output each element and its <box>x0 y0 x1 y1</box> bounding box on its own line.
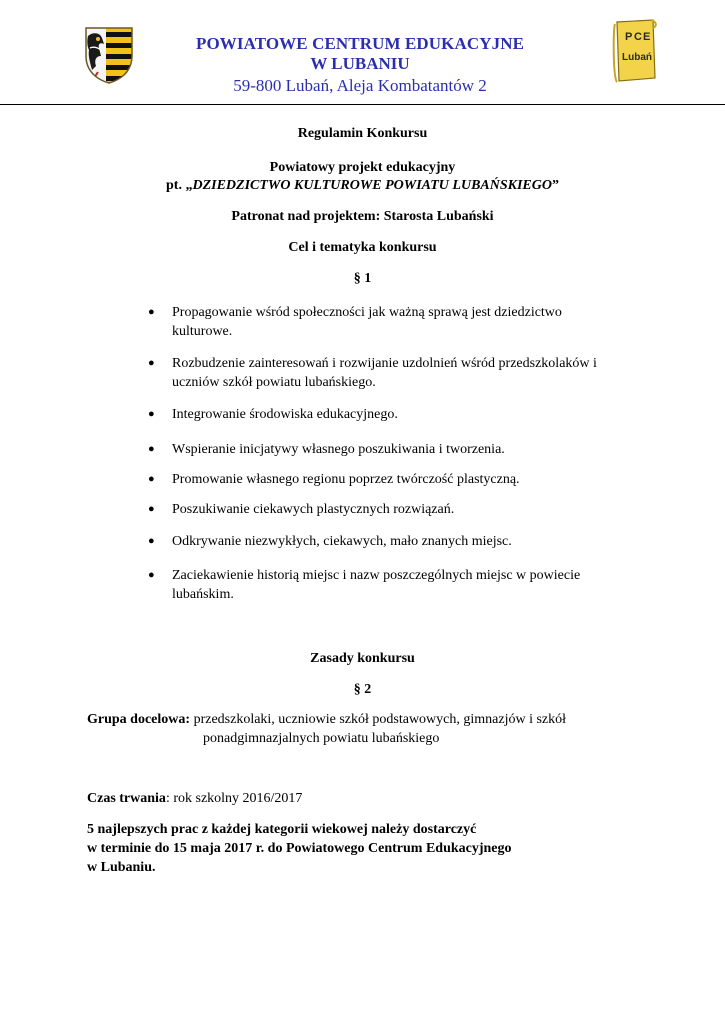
project-quote-close: ” <box>551 178 559 193</box>
institution-name: POWIATOWE CENTRUM EDUKACYJNE <box>195 34 525 53</box>
header-divider <box>0 104 725 105</box>
list-item-text: Propagowanie wśród społeczności jak ważną sprawą jest dziedzictwo kulturowe. <box>172 305 562 339</box>
document-title: Regulamin Konkursu <box>297 126 428 141</box>
institution-address: 59-800 Lubań, Aleja Kombatantów 2 <box>233 76 487 95</box>
logo-letter-e: E <box>643 31 651 43</box>
target-group-label: Grupa docelowa: <box>87 712 191 727</box>
list-item-text: Zaciekawienie historią miejsc i nazw poszczególnych miejsc w powiecie lubańskim. <box>172 568 581 602</box>
duration-line <box>87 789 647 808</box>
deadline-line-3: w Lubaniu. <box>87 860 156 875</box>
patronage-line: Patronat nad projektem: Starosta Lubański <box>231 209 494 224</box>
logo-word: Lubań <box>622 52 652 63</box>
bullet-icon: ● <box>148 535 155 547</box>
institution-city: W LUBANIU <box>310 54 410 73</box>
project-quote-open: „ <box>185 178 193 193</box>
bullet-icon: ● <box>148 357 155 369</box>
bullet-icon: ● <box>148 443 155 455</box>
coat-of-arms-icon <box>84 26 134 84</box>
list-item-text: Wspieranie inicjatywy własnego poszukiwania i tworzenia. <box>172 442 505 457</box>
bullet-icon: ● <box>148 503 155 515</box>
list-item-text: Rozbudzenie zainteresowań i rozwijanie uzdolnień wśród przedszkolaków i uczniów szkół powiatu lubańskiego. <box>172 356 597 390</box>
bullet-icon: ● <box>148 569 155 581</box>
bullet-icon: ● <box>148 306 155 318</box>
logo-letter-c: C <box>634 31 642 43</box>
duration-text: : rok szkolny 2016/2017 <box>165 791 303 806</box>
project-name-line <box>0 177 725 195</box>
list-item-text: Poszukiwanie ciekawych plastycznych rozwiązań. <box>172 502 455 517</box>
target-group-line-2: ponadgimnazjalnych powiatu lubańskiego <box>203 731 440 746</box>
pce-luban-logo <box>611 18 659 84</box>
section-1-title: Cel i tematyka konkursu <box>288 240 437 255</box>
logo-letter-p: P <box>625 31 633 43</box>
list-item-text: Odkrywanie niezwykłych, ciekawych, mało znanych miejsc. <box>172 534 512 549</box>
target-group-text: przedszkolaki, uczniowie szkół podstawowych, gimnazjów i szkół <box>190 712 567 727</box>
project-prefix: pt. <box>166 178 186 193</box>
project-name: DZIEDZICTWO KULTUROWE POWIATU LUBAŃSKIEGO <box>192 178 552 193</box>
section-2-number: § 2 <box>353 682 372 697</box>
list-item-text: Integrowanie środowiska edukacyjnego. <box>172 407 398 422</box>
deadline-line-2: w terminie do 15 maja 2017 r. do Powiatowego Centrum Edukacyjnego <box>87 841 512 856</box>
list-item-text: Promowanie własnego regionu poprzez twórczość plastyczną. <box>172 472 520 487</box>
institution-header <box>150 34 570 97</box>
deadline-line-1: 5 najlepszych prac z każdej kategorii wiekowej należy dostarczyć <box>87 822 477 837</box>
project-line: Powiatowy projekt edukacyjny <box>269 160 456 175</box>
bullet-icon: ● <box>148 473 155 485</box>
target-group-line-1 <box>87 710 647 729</box>
bullet-icon: ● <box>148 408 155 420</box>
section-2-title: Zasady konkursu <box>310 651 415 666</box>
duration-label: Czas trwania <box>87 791 166 806</box>
section-1-number: § 1 <box>353 271 372 286</box>
